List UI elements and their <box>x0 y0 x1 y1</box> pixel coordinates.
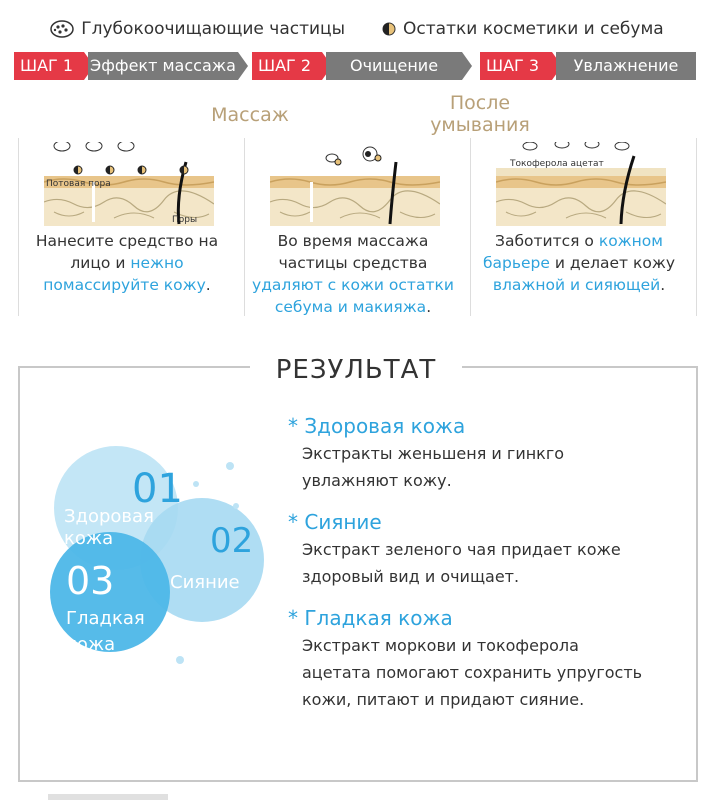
particle-icon <box>49 20 75 38</box>
decor-dot <box>226 462 234 470</box>
item-line: здоровый вид и очищает. <box>302 567 520 586</box>
caption-highlight: кожном барьере <box>482 232 663 272</box>
caption-step-1 <box>18 230 236 296</box>
panel-step-1 <box>18 138 236 316</box>
step-1-text: Эффект массажа <box>88 52 238 80</box>
step-3 <box>480 52 700 80</box>
legend-particles <box>49 19 345 39</box>
bubble-03-label-line1: Гладкая <box>66 608 145 629</box>
skin-cleansing-illustration <box>270 142 440 226</box>
step-1-label: ШАГ 1 <box>14 52 84 80</box>
caption-text: Заботится о <box>495 232 599 250</box>
skin-massage-illustration <box>44 142 214 226</box>
caption-text: . <box>205 276 211 294</box>
legend <box>0 14 713 44</box>
result-item-smooth <box>288 604 688 713</box>
item-line: увлажняют кожу. <box>302 471 452 490</box>
panel-step-2 <box>244 138 462 316</box>
decor-dot <box>176 656 184 664</box>
label-tocopherol: Токоферола ацетат <box>510 159 604 169</box>
panel-divider <box>696 138 697 316</box>
caption-text: Нанесите средство на лицо и <box>35 232 219 272</box>
bubble-01-label-line1: Здоровая <box>64 506 154 527</box>
decor-dot <box>233 503 239 509</box>
step-1 <box>14 52 248 80</box>
caption-step-2 <box>244 230 462 318</box>
bubble-02-label: Сияние <box>170 572 240 593</box>
item-line: кожи, питают и придают сияние. <box>302 690 585 709</box>
residue-icon <box>381 20 397 38</box>
caption-text: Во время массажа частицы средства <box>277 232 429 272</box>
step-2-label: ШАГ 2 <box>252 52 322 80</box>
step-2 <box>252 52 474 80</box>
label-sweat-pore: Потовая пора <box>46 179 111 189</box>
caption-highlight: нежно помассируйте кожу <box>43 254 206 294</box>
bubble-02-num: 02 <box>210 521 254 561</box>
steps-bar <box>14 52 700 80</box>
result-item-healthy <box>288 412 688 494</box>
decor-dot <box>193 481 199 487</box>
item-line: ацетата помогают сохранить упругость <box>302 663 643 682</box>
bubble-03-num: 03 <box>66 559 115 603</box>
bubble-01-label-line2: кожа <box>64 528 114 549</box>
caption-highlight: влажной и сияющей <box>492 276 661 294</box>
result-item-radiance <box>288 508 688 590</box>
item-line: Экстракт моркови и токоферола <box>302 636 579 655</box>
title-after-line2: умывания <box>430 114 530 136</box>
step-2-text: Очищение <box>326 52 462 80</box>
panel-step-3 <box>470 138 688 316</box>
step-3-label: ШАГ 3 <box>480 52 552 80</box>
title-after-line1: После <box>449 92 511 114</box>
caption-text: и делает кожу <box>549 254 675 272</box>
step-3-text: Увлажнение <box>556 52 696 80</box>
particle-icon <box>326 147 377 162</box>
legend-residue <box>381 19 664 39</box>
particle-icon <box>523 142 629 150</box>
item-title: * Здоровая кожа <box>288 414 466 438</box>
caption-text: . <box>660 276 666 294</box>
step-2-end-arrow <box>462 52 472 80</box>
legend-residue-label: Остатки косметики и себума <box>403 19 664 39</box>
particle-icon <box>54 142 134 151</box>
skin-moisturize-illustration <box>496 142 666 226</box>
caption-text: . <box>426 298 432 316</box>
caption-step-3 <box>470 230 688 296</box>
item-title: * Сияние <box>288 510 382 534</box>
result-title: РЕЗУЛЬТАТ <box>250 352 462 388</box>
title-massage: Массаж <box>211 104 289 126</box>
label-pores: Поры <box>172 215 198 225</box>
step-1-end-arrow <box>238 52 248 80</box>
result-bubbles <box>40 440 280 680</box>
bottom-fragment <box>48 794 168 800</box>
item-line: Экстракт зеленого чая придает коже <box>302 540 621 559</box>
result-items <box>288 412 688 727</box>
bubble-03-label-line2: кожа <box>66 634 116 655</box>
item-title: * Гладкая кожа <box>288 606 453 630</box>
legend-particles-label: Глубокоочищающие частицы <box>81 19 346 39</box>
caption-highlight: удаляют с кожи остатки себума и макияжа <box>252 276 454 316</box>
bubble-01-num: 01 <box>132 466 183 512</box>
item-line: Экстракты женьшеня и гинкго <box>302 444 565 463</box>
